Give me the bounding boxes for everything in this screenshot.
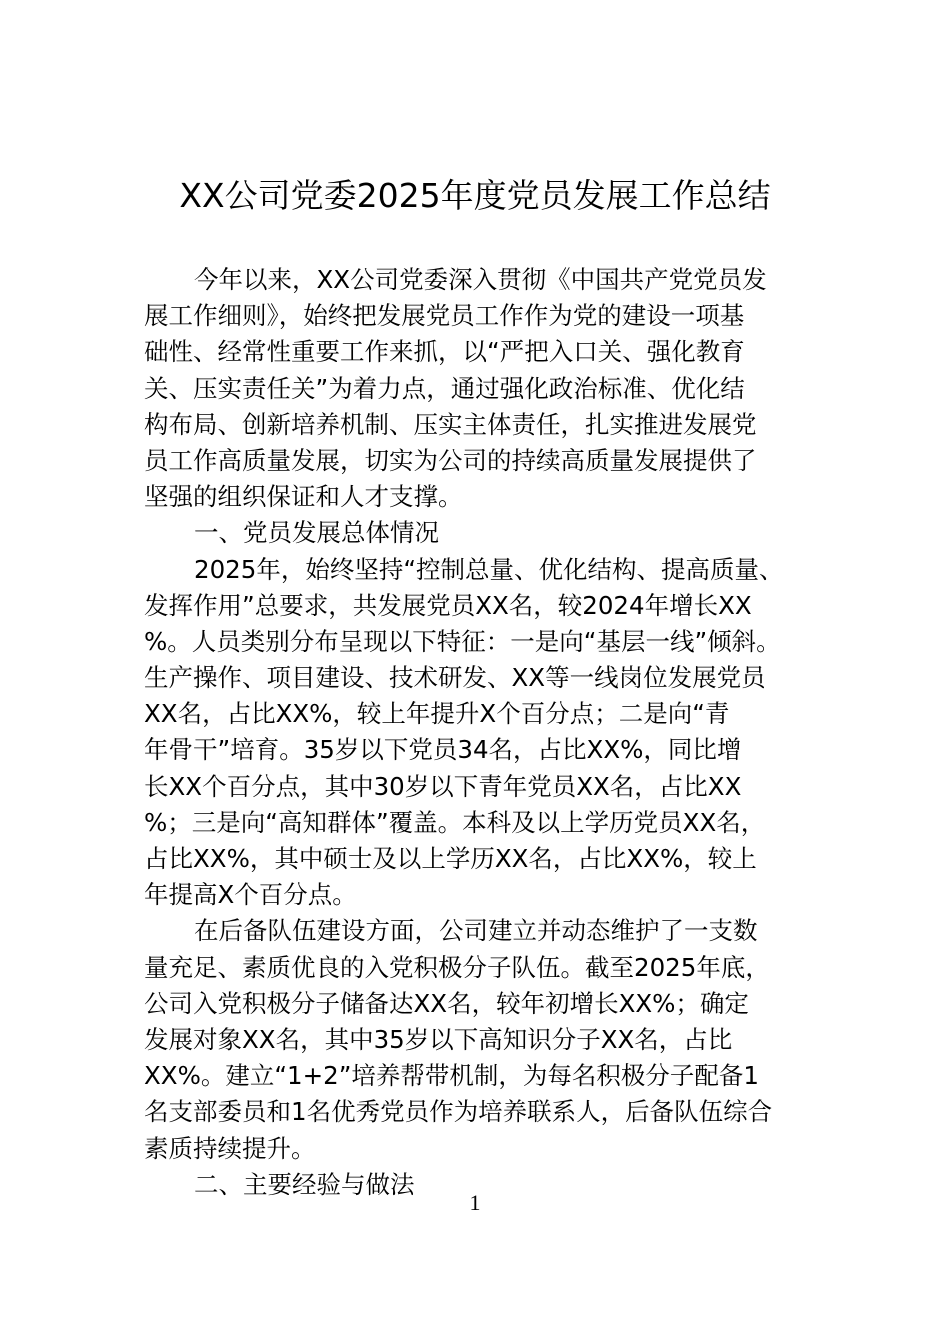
text-line: 员工作高质量发展，切实为公司的持续高质量发展提供了: [144, 445, 757, 475]
text-line: 坚强的组织保证和人才支撑。: [144, 482, 463, 512]
text-line: 年提高X个百分点。: [144, 880, 357, 910]
text-line: 生产操作、项目建设、技术研发、XX等一线岗位发展党员: [144, 663, 766, 693]
text-line: 公司入党积极分子储备达XX名，较年初增长XX%；确定: [144, 988, 749, 1018]
text-line: 2025年，始终坚持“控制总量、优化结构、提高质量、: [194, 554, 784, 584]
text-line: 关、压实责任关”为着力点，通过强化政治标准、优化结: [144, 373, 745, 403]
text-line: XX%。建立“1+2”培养帮带机制，为每名积极分子配备1: [144, 1061, 760, 1091]
text-line: 构布局、创新培养机制、压实主体责任，扎实推进发展党: [144, 409, 757, 439]
text-line: 长XX个百分点，其中30岁以下青年党员XX名，占比XX: [144, 771, 742, 801]
document-body: [144, 262, 844, 1203]
text-line: 发挥作用”总要求，共发展党员XX名，较2024年增长XX: [144, 590, 752, 620]
text-line: %；三是向“高知群体”覆盖。本科及以上学历党员XX名，: [144, 807, 766, 837]
text-line: 占比XX%，其中硕士及以上学历XX名，占比XX%，较上: [144, 844, 757, 873]
text-line: 发展对象XX名，其中35岁以下高知识分子XX名，占比: [144, 1024, 733, 1054]
text-line: 量充足、素质优良的入党积极分子队伍。截至2025年底，: [144, 952, 770, 982]
section-heading: 二、主要经验与做法: [194, 1169, 415, 1199]
section-heading: 一、党员发展总体情况: [194, 518, 439, 548]
text-line: 年骨干”培育。35岁以下党员34名，占比XX%，同比增: [144, 735, 742, 765]
text-line: XX名，占比XX%，较上年提升X个百分点；二是向“青: [144, 699, 730, 729]
page-number: 1: [469, 1190, 481, 1215]
text-line: 今年以来，XX公司党委深入贯彻《中国共产党党员发: [194, 265, 767, 294]
document-title: XX公司党委2025年度党员发展工作总结: [179, 176, 771, 215]
text-line: 在后备队伍建设方面，公司建立并动态维护了一支数: [194, 916, 758, 946]
text-line: %。人员类别分布呈现以下特征：一是向“基层一线”倾斜。: [144, 626, 781, 656]
text-line: 名支部委员和1名优秀党员作为培养联系人，后备队伍综合: [144, 1097, 773, 1127]
text-line: 础性、经常性重要工作来抓，以“严把入口关、强化教育: [144, 337, 745, 367]
text-line: 展工作细则》，始终把发展党员工作作为党的建设一项基: [144, 301, 745, 331]
text-line: 素质持续提升。: [144, 1133, 316, 1163]
